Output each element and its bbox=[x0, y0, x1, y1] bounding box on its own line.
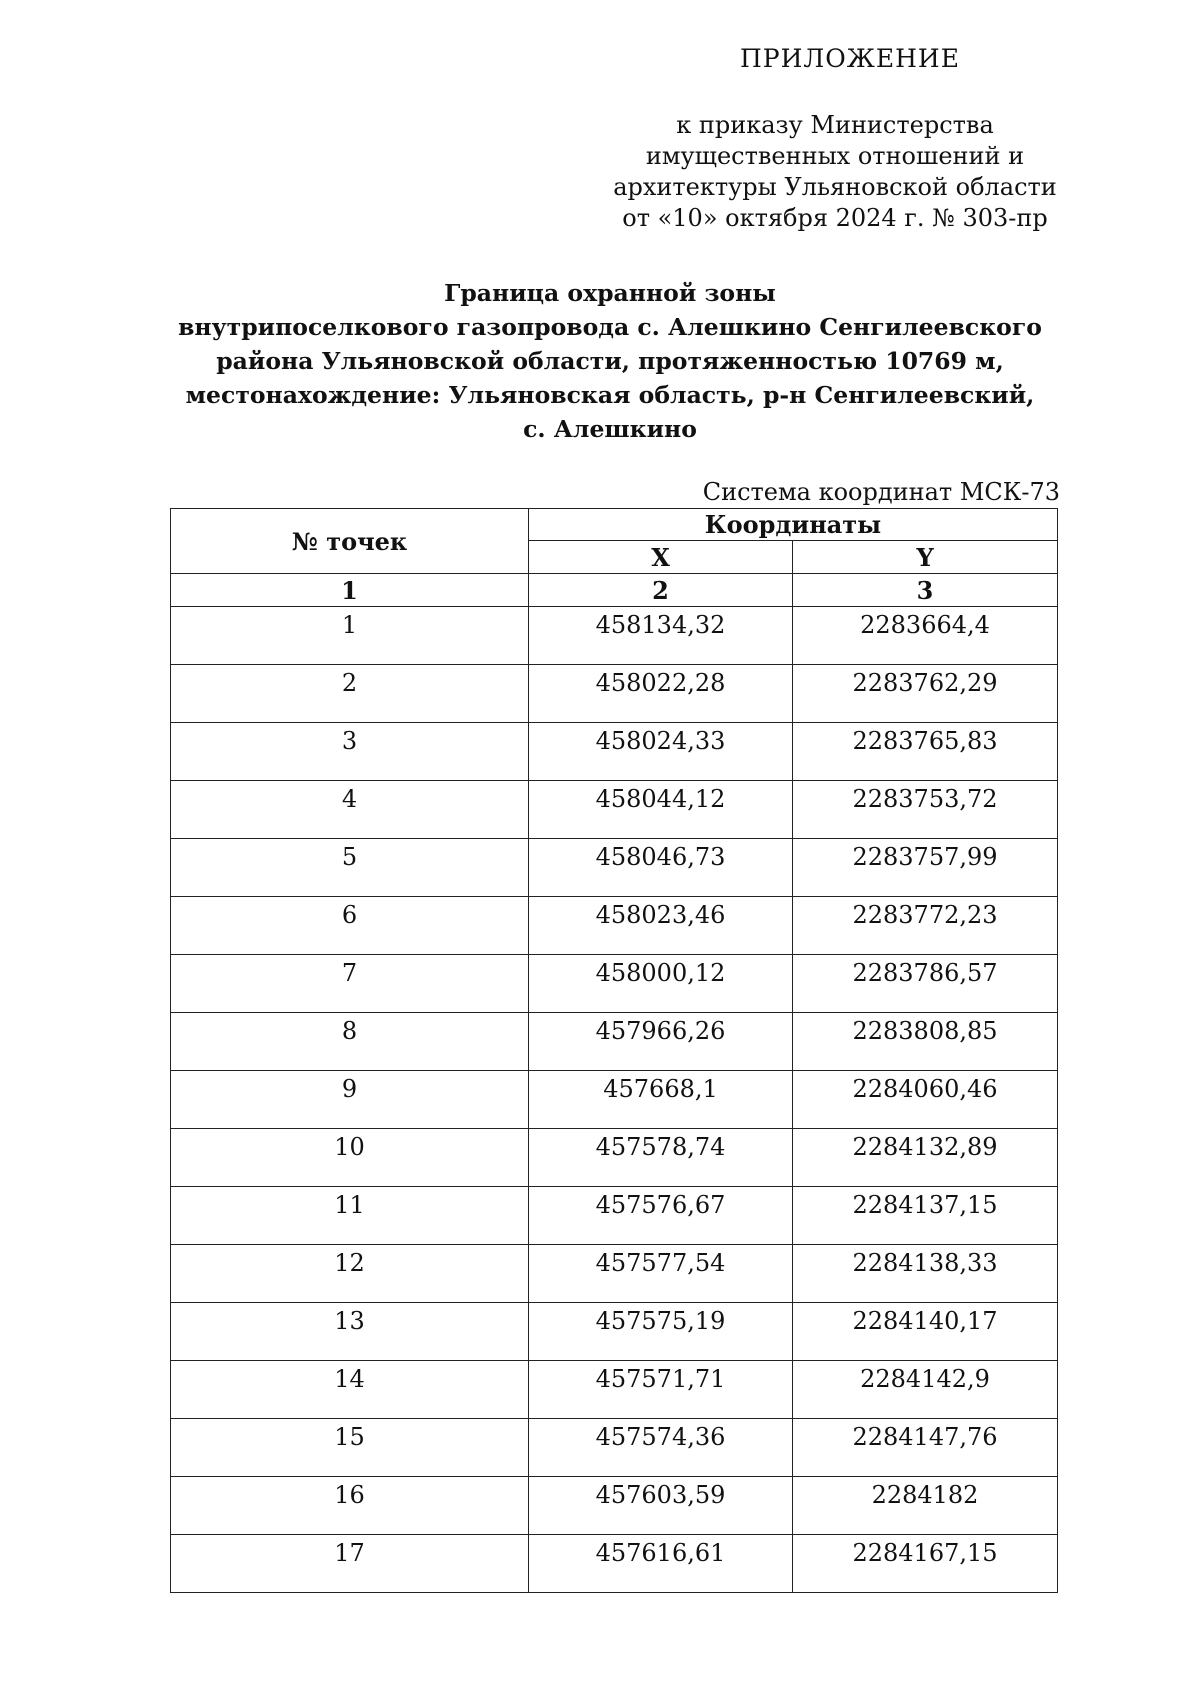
point-number-cell: 9 bbox=[171, 1071, 529, 1129]
table-row bbox=[171, 1361, 1058, 1419]
table-row bbox=[171, 1245, 1058, 1303]
point-number-cell: 10 bbox=[171, 1129, 529, 1187]
document-heading bbox=[160, 276, 1060, 446]
x-coordinate-cell: 458046,73 bbox=[529, 839, 793, 897]
order-line: имущественных отношений и bbox=[645, 142, 1025, 170]
x-coordinate-cell: 457603,59 bbox=[529, 1477, 793, 1535]
heading-line: внутрипоселкового газопровода с. Алешкино Сенгилеевского bbox=[178, 313, 1042, 341]
point-number-cell: 12 bbox=[171, 1245, 529, 1303]
x-coordinate-cell: 458022,28 bbox=[529, 665, 793, 723]
y-coordinate-cell: 2283772,23 bbox=[793, 897, 1058, 955]
y-coordinate-cell: 2283786,57 bbox=[793, 955, 1058, 1013]
y-coordinate-cell: 2283762,29 bbox=[793, 665, 1058, 723]
table-row bbox=[171, 1477, 1058, 1535]
column-number: 1 bbox=[171, 574, 529, 607]
table-body bbox=[171, 607, 1058, 1593]
table-row bbox=[171, 1419, 1058, 1477]
table-row bbox=[171, 1071, 1058, 1129]
y-coordinate-cell: 2284060,46 bbox=[793, 1071, 1058, 1129]
x-coordinate-cell: 457571,71 bbox=[529, 1361, 793, 1419]
table-row bbox=[171, 723, 1058, 781]
point-number-cell: 2 bbox=[171, 665, 529, 723]
x-coordinate-cell: 457574,36 bbox=[529, 1419, 793, 1477]
order-reference bbox=[585, 110, 1085, 234]
point-number-cell: 6 bbox=[171, 897, 529, 955]
order-line: от «10» октября 2024 г. № 303-пр bbox=[622, 204, 1048, 232]
point-number-cell: 1 bbox=[171, 607, 529, 665]
point-number-cell: 3 bbox=[171, 723, 529, 781]
header-x: X bbox=[529, 541, 793, 574]
y-coordinate-cell: 2283664,4 bbox=[793, 607, 1058, 665]
y-coordinate-cell: 2284182 bbox=[793, 1477, 1058, 1535]
x-coordinate-cell: 458024,33 bbox=[529, 723, 793, 781]
column-number: 2 bbox=[529, 574, 793, 607]
heading-line: Граница охранной зоны bbox=[444, 279, 776, 307]
order-line: к приказу Министерства bbox=[676, 111, 994, 139]
table-row bbox=[171, 1535, 1058, 1593]
table-row bbox=[171, 839, 1058, 897]
header-points: № точек bbox=[171, 509, 529, 574]
y-coordinate-cell: 2284132,89 bbox=[793, 1129, 1058, 1187]
y-coordinate-cell: 2284167,15 bbox=[793, 1535, 1058, 1593]
table-row bbox=[171, 1129, 1058, 1187]
point-number-cell: 14 bbox=[171, 1361, 529, 1419]
header-coordinates: Координаты bbox=[529, 509, 1058, 541]
point-number-cell: 4 bbox=[171, 781, 529, 839]
point-number-cell: 16 bbox=[171, 1477, 529, 1535]
y-coordinate-cell: 2284147,76 bbox=[793, 1419, 1058, 1477]
table-row bbox=[171, 955, 1058, 1013]
x-coordinate-cell: 457668,1 bbox=[529, 1071, 793, 1129]
appendix-title: ПРИЛОЖЕНИЕ bbox=[740, 44, 960, 73]
heading-line: с. Алешкино bbox=[523, 415, 697, 443]
order-line: архитектуры Ульяновской области bbox=[613, 173, 1057, 201]
point-number-cell: 8 bbox=[171, 1013, 529, 1071]
y-coordinate-cell: 2284142,9 bbox=[793, 1361, 1058, 1419]
x-coordinate-cell: 458000,12 bbox=[529, 955, 793, 1013]
point-number-cell: 13 bbox=[171, 1303, 529, 1361]
y-coordinate-cell: 2283757,99 bbox=[793, 839, 1058, 897]
table-row bbox=[171, 665, 1058, 723]
point-number-cell: 11 bbox=[171, 1187, 529, 1245]
x-coordinate-cell: 458023,46 bbox=[529, 897, 793, 955]
table-row bbox=[171, 1303, 1058, 1361]
table-row bbox=[171, 1013, 1058, 1071]
coordinate-system-label: Система координат МСК-73 bbox=[702, 478, 1060, 506]
table-row bbox=[171, 607, 1058, 665]
x-coordinate-cell: 458134,32 bbox=[529, 607, 793, 665]
y-coordinate-cell: 2284140,17 bbox=[793, 1303, 1058, 1361]
point-number-cell: 5 bbox=[171, 839, 529, 897]
x-coordinate-cell: 457616,61 bbox=[529, 1535, 793, 1593]
y-coordinate-cell: 2284138,33 bbox=[793, 1245, 1058, 1303]
x-coordinate-cell: 458044,12 bbox=[529, 781, 793, 839]
column-number: 3 bbox=[793, 574, 1058, 607]
coordinates-table bbox=[170, 508, 1058, 1593]
x-coordinate-cell: 457577,54 bbox=[529, 1245, 793, 1303]
table-row bbox=[171, 781, 1058, 839]
y-coordinate-cell: 2283765,83 bbox=[793, 723, 1058, 781]
header-y: Y bbox=[793, 541, 1058, 574]
y-coordinate-cell: 2283753,72 bbox=[793, 781, 1058, 839]
x-coordinate-cell: 457966,26 bbox=[529, 1013, 793, 1071]
table-row bbox=[171, 897, 1058, 955]
point-number-cell: 7 bbox=[171, 955, 529, 1013]
point-number-cell: 17 bbox=[171, 1535, 529, 1593]
y-coordinate-cell: 2283808,85 bbox=[793, 1013, 1058, 1071]
heading-line: местонахождение: Ульяновская область, р-н Сенгилеевский, bbox=[185, 381, 1035, 409]
heading-line: района Ульяновской области, протяженностью 10769 м, bbox=[216, 347, 1004, 375]
x-coordinate-cell: 457575,19 bbox=[529, 1303, 793, 1361]
x-coordinate-cell: 457578,74 bbox=[529, 1129, 793, 1187]
x-coordinate-cell: 457576,67 bbox=[529, 1187, 793, 1245]
table-row bbox=[171, 1187, 1058, 1245]
point-number-cell: 15 bbox=[171, 1419, 529, 1477]
y-coordinate-cell: 2284137,15 bbox=[793, 1187, 1058, 1245]
